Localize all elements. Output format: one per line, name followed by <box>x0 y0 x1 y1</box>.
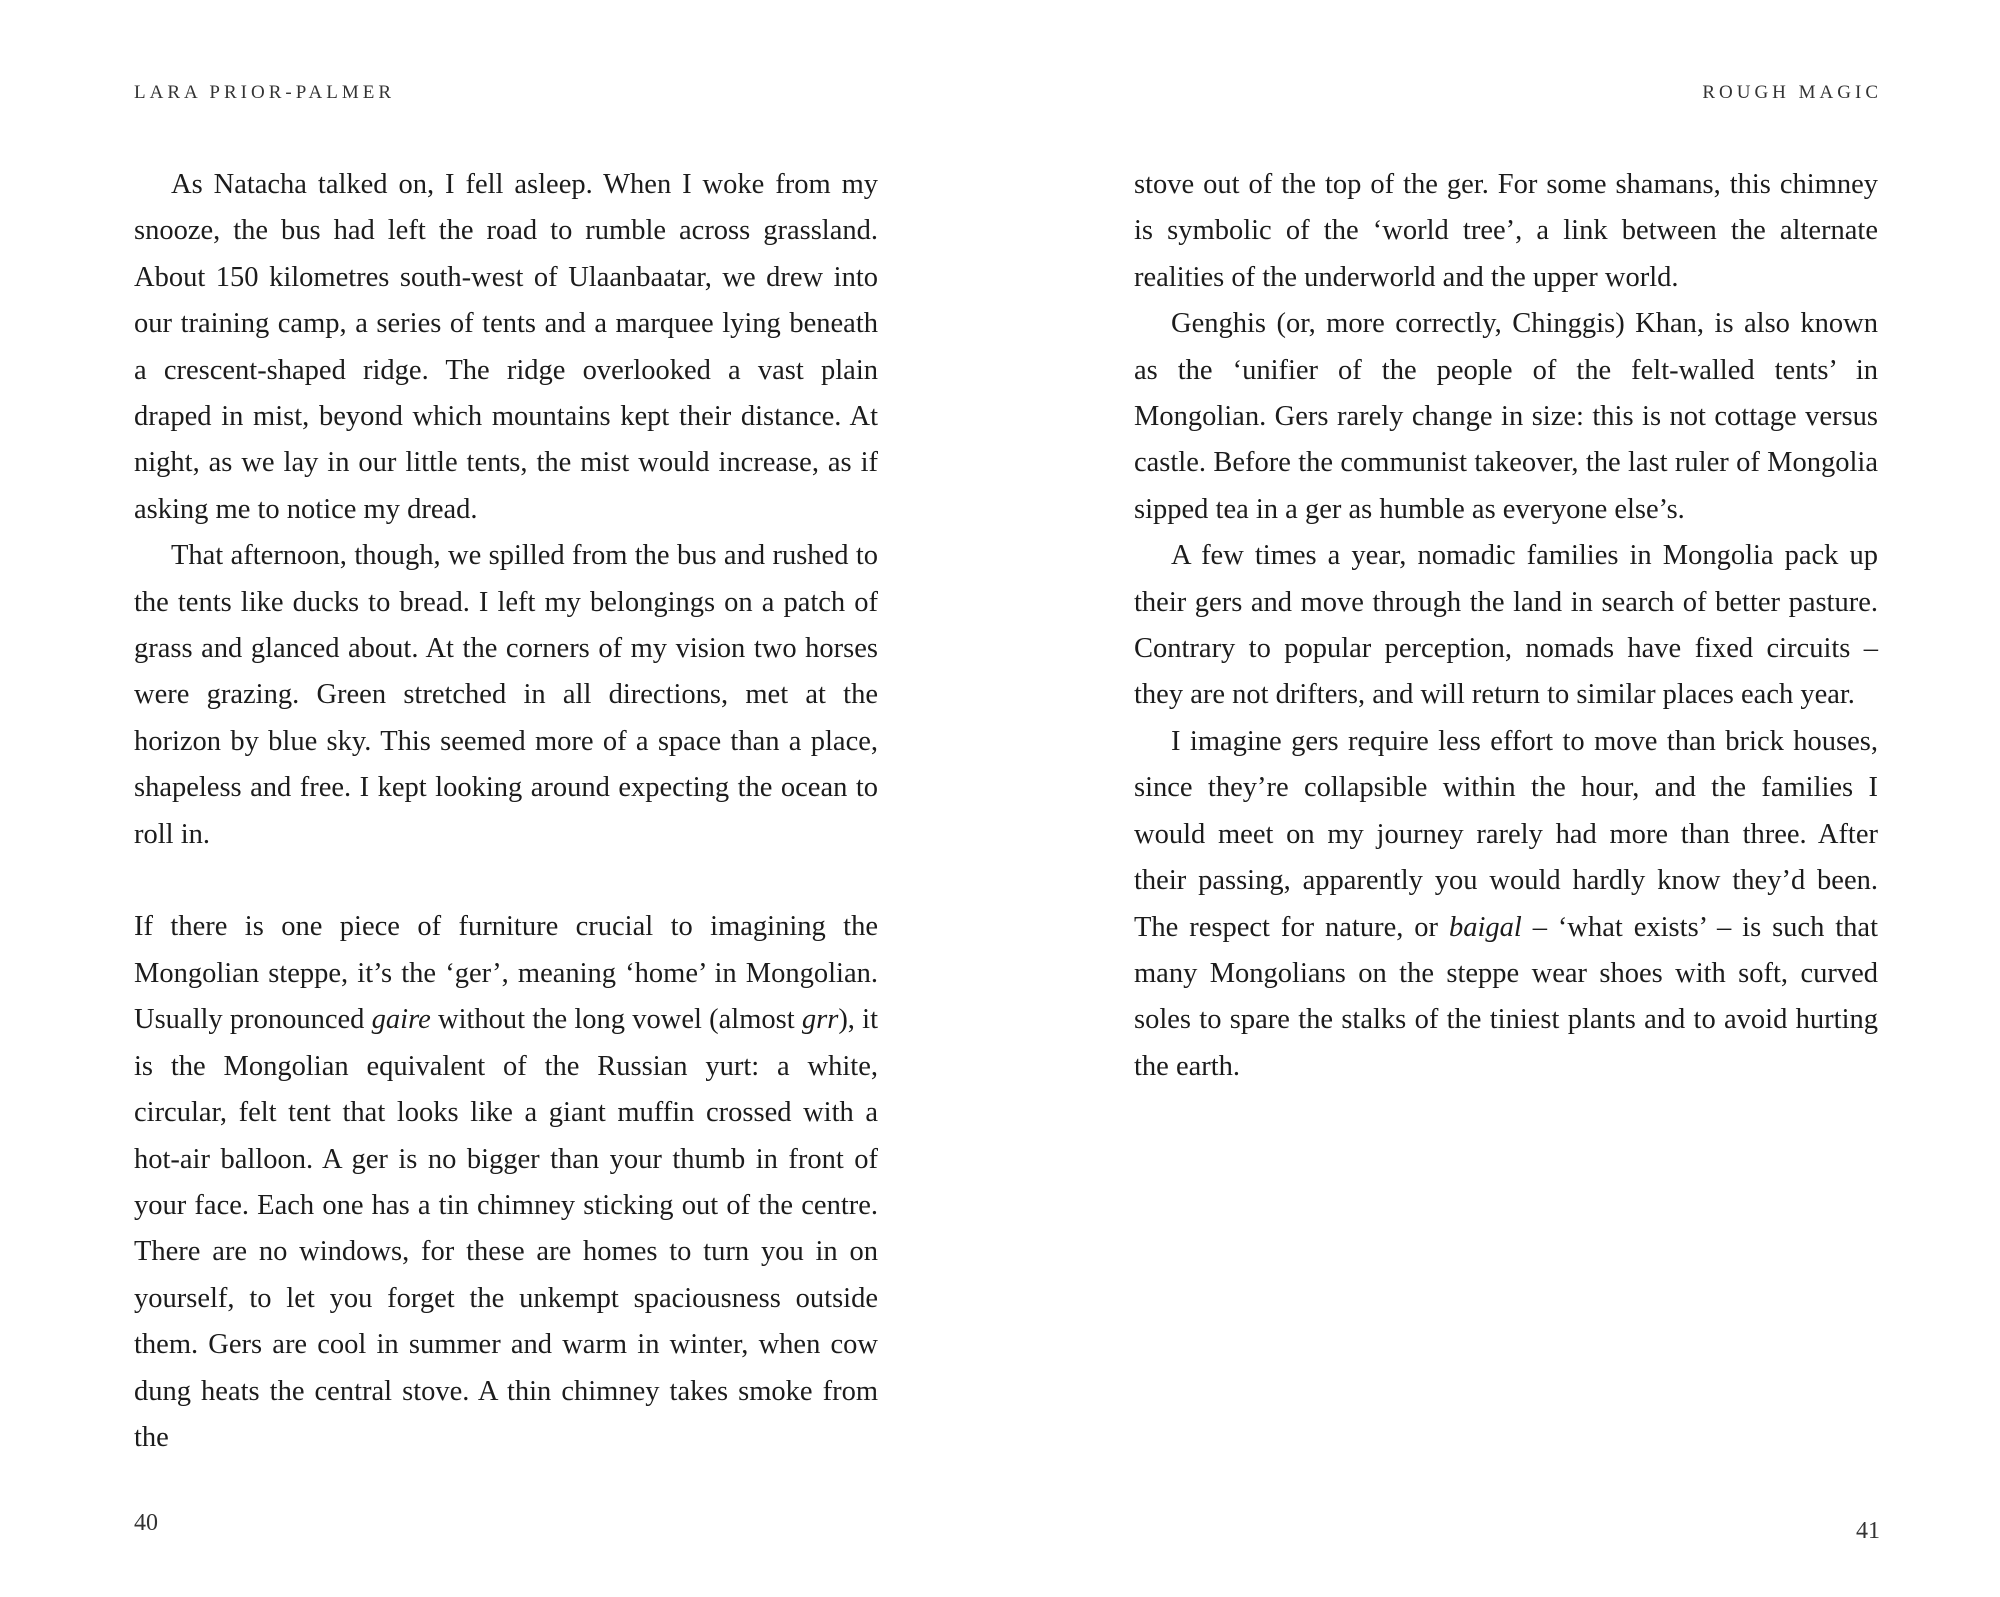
right-page <box>1000 0 2000 1597</box>
page-number-left: 40 <box>134 1510 158 1536</box>
text-span: I imagine gers require less effort to move than brick houses, since they’re collapsible within the hour, and the families I would meet on my journey rarely had more than three. After their passing, apparently you would hardly know they’d been. The respect for nature, or <box>1134 725 1878 943</box>
text-span: without the long vowel (almost <box>430 1004 802 1036</box>
running-head-title: ROUGH MAGIC <box>1702 82 1882 103</box>
right-text-block <box>1134 162 1878 1090</box>
italic-term: gaire <box>371 1004 431 1036</box>
paragraph: As Natacha talked on, I fell asleep. When I woke from my snooze, the bus had left the road to rumble across grassland. About 150 kilometres south-west of Ulaanbaatar, we drew into our training camp, a series of tents and a marquee lying beneath a crescent-shaped ridge. The ridge overlooked a vast plain draped in mist, beyond which mountains kept their distance. At night, as we lay in our little tents, the mist would increase, as if asking me to notice my dread. <box>134 169 878 525</box>
page-number-right: 41 <box>1856 1518 1880 1544</box>
running-head-author: LARA PRIOR-PALMER <box>134 82 396 103</box>
text-span: ), it is the Mongolian equivalent of the Russian yurt: a white, circular, felt tent that looks like a giant muffin crossed with a hot-air balloon. A ger is no bigger than your thumb in front of your face. Each one has a tin chimney sticking out of the centre. There are no windows, for these are homes to turn you in on yourself, to let you forget the unkempt spaciousness outside them. Gers are cool in summer and warm in winter, when cow dung heats the central stove. A thin chimney takes smoke from the <box>134 1004 878 1453</box>
paragraph: That afternoon, though, we spilled from the bus and rushed to the tents like ducks to bread. I left my belongings on a patch of grass and glanced about. At the corners of my vision two horses were grazing. Green stretched in all directions, met at the horizon by blue sky. This seemed more of a space than a place, shapeless and free. I kept looking around expecting the ocean to roll in. <box>134 540 878 850</box>
paragraph: Genghis (or, more correctly, Chinggis) Khan, is also known as the ‘unifier of the people of the felt-walled tents’ in Mongolian. Gers rarely change in size: this is not cottage versus castle. Before the communist takeover, the last ruler of Mongolia sipped tea in a ger as humble as everyone else’s. <box>1134 308 1878 525</box>
left-text-block <box>134 162 878 1461</box>
italic-term: grr <box>801 1004 839 1036</box>
paragraph-ger <box>134 904 878 1461</box>
text-span: – ‘what exists’ – is such that many Mongolians on the steppe wear shoes with soft, curved soles to spare the stalks of the tiniest plants and to avoid hurting the earth. <box>1134 911 1878 1082</box>
paragraph-continuation: stove out of the top of the ger. For some shamans, this chimney is symbolic of the ‘world tree’, a link between the alternate realities of the underworld and the upper world. <box>1134 169 1878 293</box>
text-span: If there is one piece of furniture crucial to imagining the Mongolian steppe, it’s the ‘ger’, meaning ‘home’ in Mongolian. Usually pronounced <box>134 911 878 1036</box>
paragraph: A few times a year, nomadic families in Mongolia pack up their gers and move through the land in search of better pasture. Contrary to popular perception, nomads have fixed circuits – they are not drifters, and will return to similar places each year. <box>1134 540 1878 711</box>
paragraph-last <box>1134 719 1878 1090</box>
italic-term: baigal <box>1448 911 1522 943</box>
